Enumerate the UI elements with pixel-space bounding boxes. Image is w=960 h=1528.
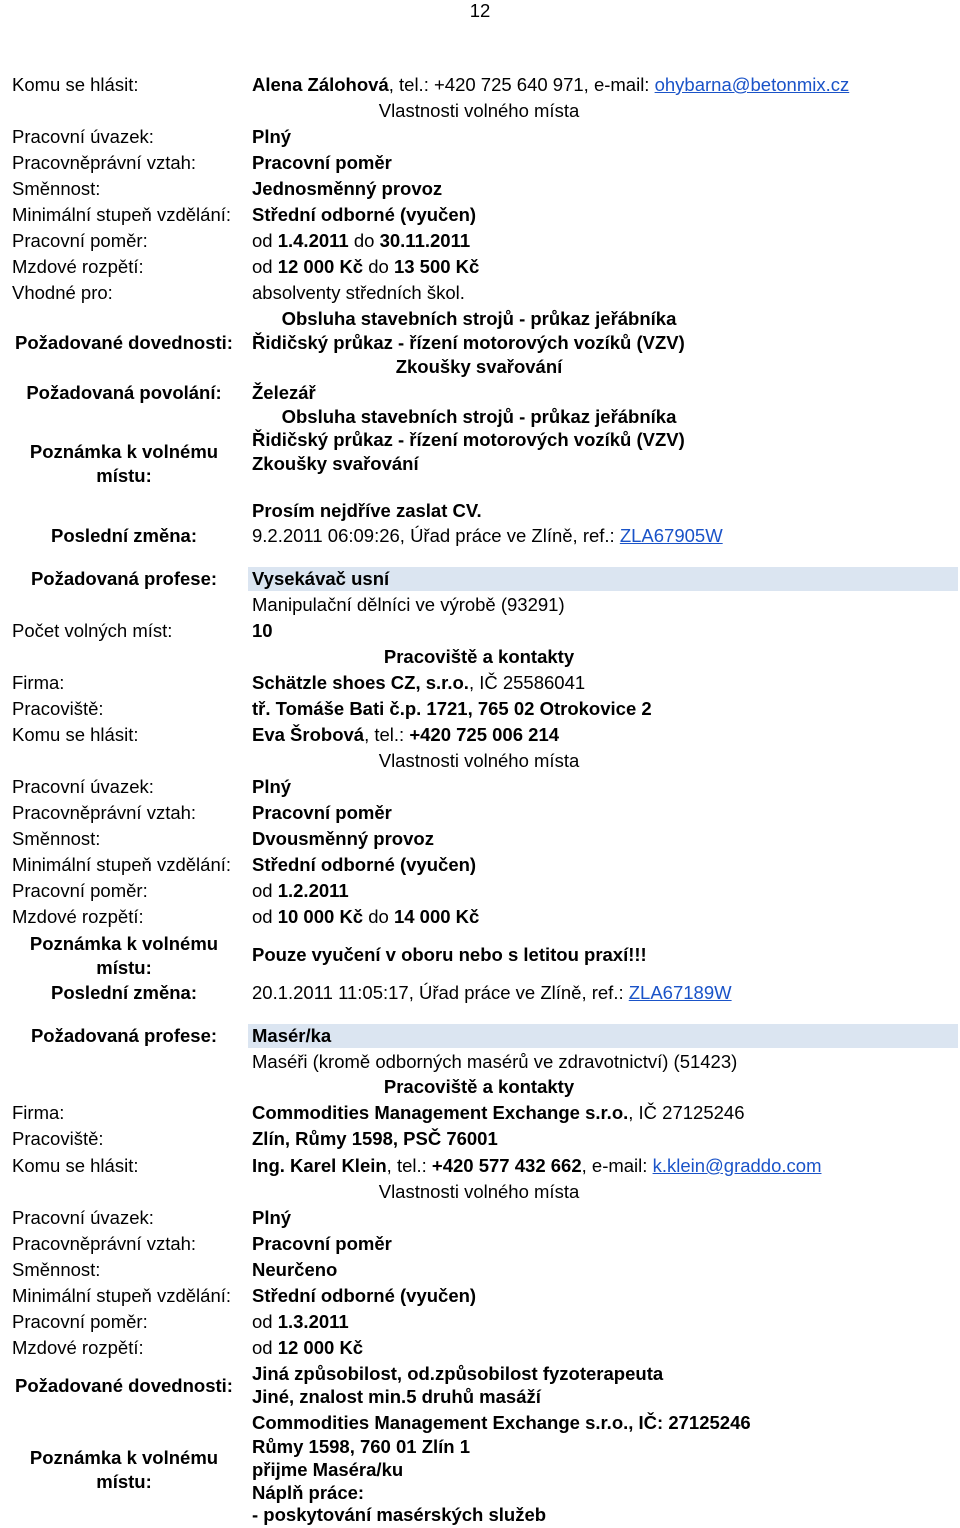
skill-item: Jiné, znalost min.5 druhů masáží (252, 1386, 541, 1407)
workplace-label: Pracoviště: (12, 1128, 104, 1149)
salary-value: od 10 000 Kč do 14 000 Kč (252, 906, 480, 927)
contact-label: Komu se hlásit: (12, 74, 139, 95)
prop-label-workload: Pracovní úvazek: (12, 776, 154, 797)
ref-link[interactable]: ZLA67189W (628, 982, 732, 1003)
last-change-value: 20.1.2011 11:05:17, Úřad práce ve Zlíně, ref.: ZLA67189W (252, 982, 732, 1003)
firm-label: Firma: (12, 1102, 65, 1123)
suitable-label: Vhodné pro: (12, 282, 113, 303)
prop-label-shifts: Směnnost: (12, 1259, 101, 1280)
skill-item: Jiná způsobilost, od.způsobilost fyzoterapeuta (252, 1363, 664, 1384)
occupation-label: Požadovaná povolání: (26, 382, 222, 403)
prop-value-shifts: Jednosměnný provoz (252, 178, 443, 199)
note-line: Náplň práce: (252, 1482, 365, 1503)
contact-name: Alena Zálohová (252, 74, 389, 95)
salary-value: od 12 000 Kč (252, 1337, 364, 1358)
contact-email-link[interactable]: k.klein@graddo.com (652, 1155, 822, 1176)
section-title-workplace: Pracoviště a kontakty (383, 1076, 575, 1097)
prop-label-shifts: Směnnost: (12, 828, 101, 849)
note-label: Poznámka k volnému místu: (29, 441, 219, 486)
skill-item: Obsluha stavebních strojů - průkaz jeřábníka (281, 308, 677, 329)
salary-label: Mzdové rozpětí: (12, 906, 144, 927)
contact-value: Eva Šrobová, tel.: +420 725 006 214 (252, 724, 560, 745)
contact-label: Komu se hlásit: (12, 1155, 139, 1176)
prop-value-employment-relation: Pracovní poměr (252, 1233, 392, 1254)
firm-value: Commodities Management Exchange s.r.o., IČ 27125246 (252, 1102, 745, 1123)
section-title-vacancy-properties: Vlastnosti volného místa (378, 1181, 580, 1202)
prop-label-education: Minimální stupeň vzdělání: (12, 1285, 232, 1306)
prop-label-workload: Pracovní úvazek: (12, 126, 154, 147)
profession-category: Manipulační dělníci ve výrobě (93291) (252, 594, 565, 615)
prop-value-workload: Plný (252, 126, 292, 147)
prop-label-workload: Pracovní úvazek: (12, 1207, 154, 1228)
workplace-label: Pracoviště: (12, 698, 104, 719)
note-line: - poskytování masérských služeb (252, 1504, 547, 1525)
contact-details: , tel.: +420 725 640 971, e-mail: (388, 74, 655, 95)
prop-label-shifts: Směnnost: (12, 178, 101, 199)
prop-value-education: Střední odborné (vyučen) (252, 1285, 477, 1306)
prop-value-workload: Plný (252, 1207, 292, 1228)
prop-value-workload: Plný (252, 776, 292, 797)
last-change-label: Poslední změna: (51, 525, 197, 546)
note-line: přijme Maséra/ku (252, 1459, 404, 1480)
prop-value-education: Střední odborné (vyučen) (252, 204, 477, 225)
positions-label: Počet volných míst: (12, 620, 173, 641)
contact-row (0, 72, 960, 98)
note-line: Růmy 1598, 760 01 Zlín 1 (252, 1436, 471, 1457)
salary-label: Mzdové rozpětí: (12, 256, 144, 277)
contact-label: Komu se hlásit: (12, 724, 139, 745)
profession-label: Požadovaná profese: (30, 1025, 218, 1046)
section-title-workplace: Pracoviště a kontakty (383, 646, 575, 667)
prop-label-employment-relation: Pracovněprávní vztah: (12, 802, 197, 823)
skills-label: Požadované dovednosti: (15, 332, 233, 353)
prop-value-education: Střední odborné (vyučen) (252, 854, 477, 875)
skill-item: Zkoušky svařování (395, 356, 563, 377)
skill-item: Řidičský průkaz - řízení motorových vozíků (VZV) (252, 332, 685, 353)
last-change-label: Poslední změna: (51, 982, 197, 1003)
contact-email-link[interactable]: ohybarna@betonmix.cz (654, 74, 850, 95)
period-label: Pracovní poměr: (12, 1311, 148, 1332)
note-label: Poznámka k volnému místu: (29, 933, 219, 978)
note-value: Pouze vyučení v oboru nebo s letitou praxí!!! (252, 944, 647, 965)
note-line: Řidičský průkaz - řízení motorových vozíků (VZV) (252, 429, 685, 450)
profession-value: Masér/ka (252, 1025, 332, 1046)
profession-value: Vysekávač usní (252, 568, 390, 589)
note-label: Poznámka k volnému místu: (29, 1447, 219, 1492)
suitable-value: absolventy středních škol. (252, 282, 465, 303)
profession-highlight (248, 1024, 958, 1048)
prop-label-education: Minimální stupeň vzdělání: (12, 204, 232, 225)
section-title-vacancy-properties: Vlastnosti volného místa (378, 750, 580, 771)
skills-label: Požadované dovednosti: (15, 1375, 233, 1396)
note-line: Commodities Management Exchange s.r.o., IČ: 27125246 (252, 1412, 751, 1433)
workplace-value: tř. Tomáše Bati č.p. 1721, 765 02 Otrokovice 2 (252, 698, 652, 719)
positions-value: 10 (252, 620, 273, 641)
profession-label: Požadovaná profese: (30, 568, 218, 589)
period-label: Pracovní poměr: (12, 230, 148, 251)
period-value: od 1.2.2011 (252, 880, 349, 901)
salary-value: od 12 000 Kč do 13 500 Kč (252, 256, 480, 277)
note-line: Zkoušky svařování (252, 453, 419, 474)
prop-value-employment-relation: Pracovní poměr (252, 152, 392, 173)
prop-label-employment-relation: Pracovněprávní vztah: (12, 152, 197, 173)
note-line: Prosím nejdříve zaslat CV. (252, 500, 482, 521)
prop-value-employment-relation: Pracovní poměr (252, 802, 392, 823)
salary-label: Mzdové rozpětí: (12, 1337, 144, 1358)
ref-link[interactable]: ZLA67905W (619, 525, 723, 546)
period-value: od 1.3.2011 (252, 1311, 349, 1332)
occupation-value: Železář (252, 382, 316, 403)
prop-label-employment-relation: Pracovněprávní vztah: (12, 1233, 197, 1254)
prop-value-shifts: Dvousměnný provoz (252, 828, 434, 849)
page-number: 12 (469, 0, 491, 21)
workplace-value: Zlín, Růmy 1598, PSČ 76001 (252, 1128, 498, 1149)
prop-label-education: Minimální stupeň vzdělání: (12, 854, 232, 875)
contact-value: Ing. Karel Klein, tel.: +420 577 432 662, e-mail: k.klein@graddo.com (252, 1155, 822, 1176)
profession-category: Maséři (kromě odborných masérů ve zdravotnictví) (51423) (252, 1051, 738, 1072)
period-value: od 1.4.2011 do 30.11.2011 (252, 230, 471, 251)
period-label: Pracovní poměr: (12, 880, 148, 901)
firm-label: Firma: (12, 672, 65, 693)
prop-value-shifts: Neurčeno (252, 1259, 338, 1280)
note-line: Obsluha stavebních strojů - průkaz jeřábníka (281, 406, 677, 427)
last-change-value: 9.2.2011 06:09:26, Úřad práce ve Zlíně, ref.: ZLA67905W (252, 525, 723, 546)
section-title-vacancy-properties: Vlastnosti volného místa (378, 100, 580, 121)
firm-value: Schätzle shoes CZ, s.r.o., IČ 25586041 (252, 672, 586, 693)
